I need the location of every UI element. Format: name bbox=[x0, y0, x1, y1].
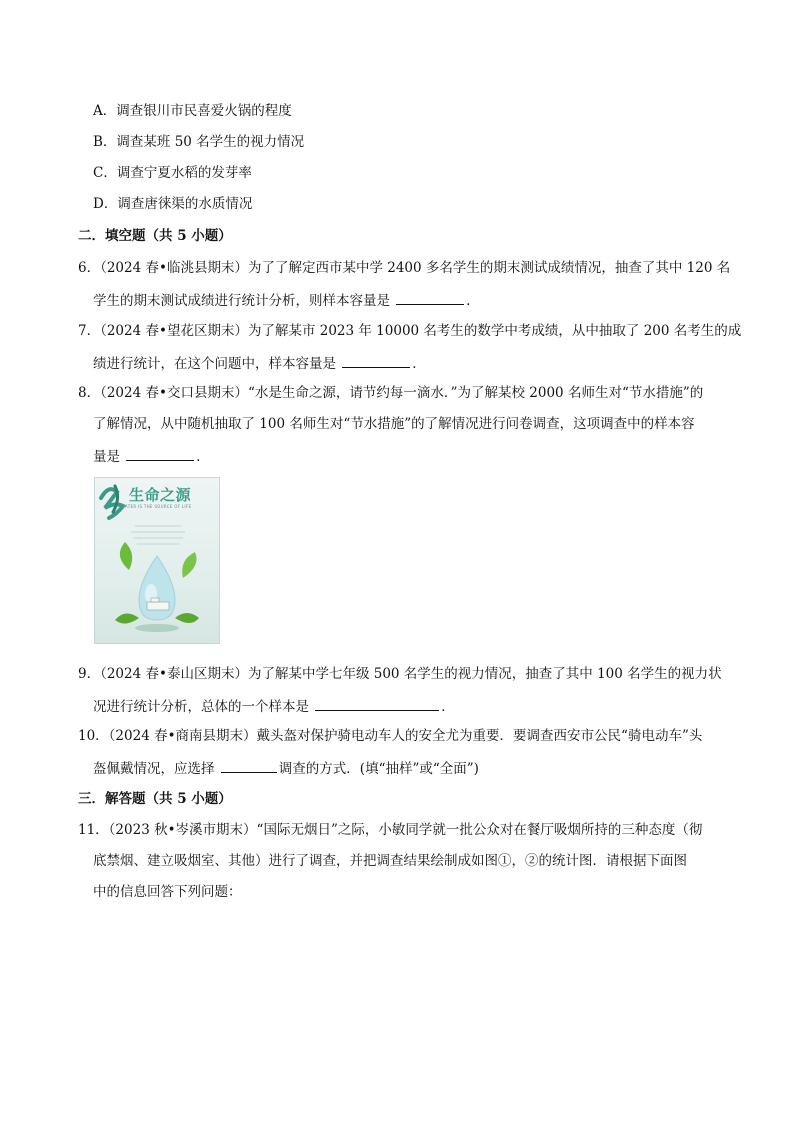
question-8-text: 量是 bbox=[93, 449, 125, 465]
question-6-end: ． bbox=[466, 293, 480, 309]
answer-blank[interactable] bbox=[342, 353, 410, 368]
option-c: C．调查宁夏水稻的发芽率 bbox=[93, 165, 252, 181]
answer-blank[interactable] bbox=[126, 446, 194, 461]
question-8-line-1: 8．（2024 春•交口县期末）“水是生命之源，请节约每一滴水．”为了解某校 2000 名师生对“节水措施”的 bbox=[78, 385, 704, 401]
question-10-line-1: 10．（2024 春•商南县期末）戴头盔对保护骑电动车人的安全尤为重要．要调查西安市公民“骑电动车”头 bbox=[78, 728, 703, 744]
question-11-line-3: 中的信息回答下列问题： bbox=[93, 884, 242, 900]
water-poster-image bbox=[94, 477, 220, 644]
question-10-end: 调查的方式．(填“抽样”或“全面”) bbox=[278, 761, 479, 777]
question-9-line-1: 9．（2024 春•泰山区期末）为了解某中学七年级 500 名学生的视力情况，抽查了其中 100 名学生的视力状 bbox=[78, 666, 722, 682]
question-7-line-2 bbox=[93, 353, 426, 373]
question-10-line-2 bbox=[93, 758, 479, 778]
question-6-line-2 bbox=[93, 290, 480, 310]
answer-blank[interactable] bbox=[396, 290, 464, 305]
poster-subtitle: WATER IS THE SOURCE OF LIFE bbox=[121, 504, 192, 509]
poster-title: 生命之源 bbox=[129, 486, 192, 504]
answer-blank[interactable] bbox=[221, 758, 277, 773]
question-8-line-2: 了解情况，从中随机抽取了 100 名师生对“节水措施”的了解情况进行问卷调查，这项调查中的样本容 bbox=[93, 416, 695, 432]
answer-blank[interactable] bbox=[315, 696, 439, 711]
section-heading-fill-in: 二．填空题（共 5 小题） bbox=[78, 228, 232, 244]
question-7-end: ． bbox=[412, 356, 426, 372]
question-7-text: 绩进行统计，在这个问题中，样本容量是 bbox=[93, 356, 341, 372]
question-6-text: 学生的期末测试成绩进行统计分析，则样本容量是 bbox=[93, 293, 395, 309]
question-11-line-2: 底禁烟、建立吸烟室、其他）进行了调查，并把调查结果绘制成如图①，②的统计图．请根据下面图 bbox=[93, 853, 687, 869]
question-9-text: 况进行统计分析，总体的一个样本是 bbox=[93, 699, 314, 715]
option-b: B．调查某班 50 名学生的视力情况 bbox=[93, 134, 305, 150]
option-d: D．调查唐徕渠的水质情况 bbox=[93, 196, 253, 212]
section-heading-answer: 三．解答题（共 5 小题） bbox=[78, 791, 232, 807]
question-9-line-2 bbox=[93, 696, 455, 716]
question-7-line-1: 7．（2024 春•望花区期末）为了解某市 2023 年 10000 名考生的数学中考成绩，从中抽取了 200 名考生的成 bbox=[78, 323, 742, 339]
option-a: A．调查银川市民喜爱火锅的程度 bbox=[93, 103, 292, 119]
question-8-end: ． bbox=[196, 449, 210, 465]
question-11-line-1: 11．（2023 秋•岑溪市期末）“国际无烟日”之际，小敏同学就一批公众对在餐厅吸烟所持的三种态度（彻 bbox=[78, 822, 703, 838]
question-8-line-3 bbox=[93, 446, 210, 466]
question-6-line-1: 6．（2024 春•临洮县期末）为了了解定西市某中学 2400 多名学生的期末测试成绩情况，抽查了其中 120 名 bbox=[78, 260, 731, 276]
question-9-end: ． bbox=[441, 699, 455, 715]
question-10-text: 盔佩戴情况，应选择 bbox=[93, 761, 219, 777]
